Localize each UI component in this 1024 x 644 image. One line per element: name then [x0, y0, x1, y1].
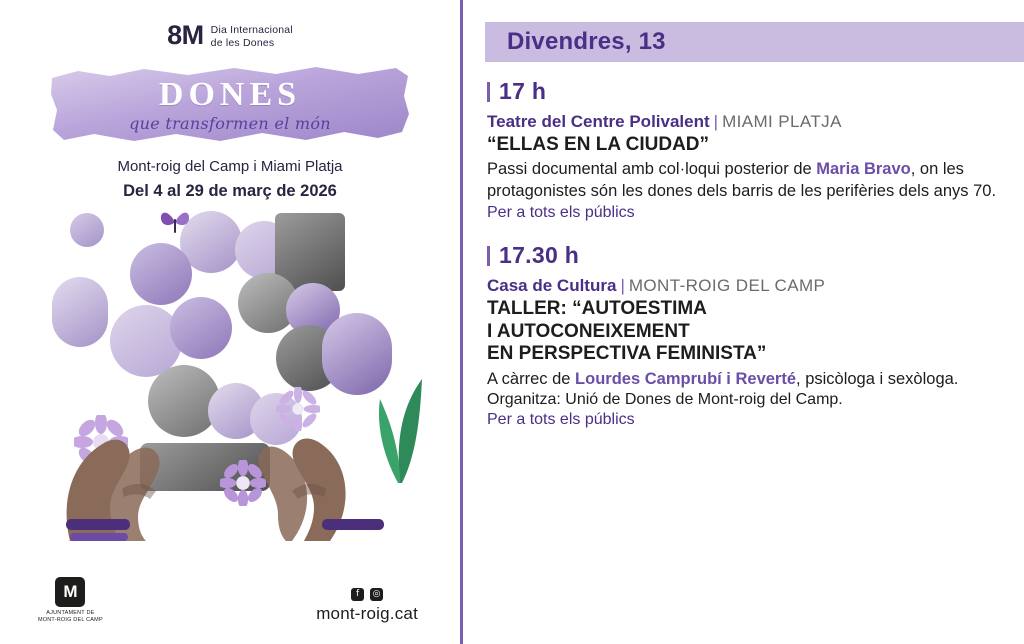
- poster-panel: [0, 0, 460, 644]
- ajuntament-name: [38, 610, 103, 624]
- event-venue: Teatre del Centre Polivalent: [487, 112, 710, 131]
- day-label: Divendres, 13: [507, 28, 666, 55]
- program-panel: [463, 0, 1024, 644]
- website-url[interactable]: mont-roig.cat: [316, 604, 418, 623]
- ajuntament-logo: [38, 577, 103, 624]
- event-venue: Casa de Cultura: [487, 276, 617, 296]
- event-desc-post: , psicòloga i sexòloga.: [796, 369, 959, 388]
- 8m-subtitle: [211, 22, 293, 50]
- event-title-line: “ELLAS EN LA CIUDAD”: [487, 134, 710, 155]
- event-description: [487, 369, 1006, 390]
- event-audience-note: Per a tots els públics: [487, 410, 635, 428]
- event-title-line: EN PERSPECTIVA FEMINISTA”: [487, 343, 767, 365]
- event-venue-row: [487, 112, 1006, 132]
- event-audience-note: Per a tots els públics: [487, 204, 635, 222]
- collage-photo: [70, 213, 104, 247]
- facebook-icon[interactable]: f: [351, 588, 364, 601]
- instagram-icon[interactable]: ◎: [370, 588, 383, 601]
- 8m-subtitle-line2: de les Dones: [210, 37, 275, 50]
- event-item: [487, 78, 1006, 222]
- 8m-label: 8M: [167, 20, 204, 50]
- event-desc-highlight: Maria Bravo: [816, 160, 911, 179]
- event-desc-post: , on les protagonistes són les dones dels barris de les perifèries dels anys 70.: [487, 160, 997, 200]
- day-header: [485, 22, 1024, 62]
- event-desc-pre: A càrrec de: [487, 369, 576, 388]
- website-block: [316, 588, 418, 624]
- event-description: [487, 159, 1006, 202]
- ajuntament-mark-icon: M: [55, 577, 85, 607]
- time-tick-icon: [487, 246, 490, 266]
- hands-illustration: [30, 351, 430, 541]
- event-item: [487, 242, 1006, 429]
- ajuntament-line1: AJUNTAMENT DE: [46, 609, 95, 616]
- collage-photo: [170, 297, 232, 359]
- ajuntament-line2: MONT-ROIG DEL CAMP: [38, 616, 103, 623]
- event-title-line: TALLER: “AUTOESTIMA: [487, 298, 707, 320]
- event-desc-highlight: Lourdes Camprubí i Reverté: [575, 369, 797, 388]
- event-town: MIAMI PLATJA: [722, 112, 842, 131]
- poster-footer: [0, 572, 460, 630]
- event-venue-row: [487, 276, 1006, 296]
- butterfly-icon: [158, 207, 192, 237]
- venue-separator: |: [620, 276, 625, 296]
- collage-photo: [52, 277, 108, 347]
- poster-dates: Del 4 al 29 de març de 2026: [123, 182, 337, 200]
- event-time: 17 h: [499, 78, 547, 104]
- social-icons: [316, 588, 418, 601]
- 8m-subtitle-line1: Dia Internacional: [210, 24, 293, 36]
- event-title-line: I AUTOCONEIXEMENT: [487, 320, 690, 342]
- events-list: [487, 78, 1006, 429]
- poster-subtitle: que transformen el món: [129, 113, 331, 133]
- photo-collage: [30, 205, 430, 535]
- title-banner: [48, 62, 412, 148]
- poster-title: DONES: [158, 75, 302, 113]
- event-town: MONT-ROIG DEL CAMP: [628, 276, 826, 296]
- time-tick-icon: [487, 82, 490, 102]
- event-time: 17.30 h: [499, 242, 580, 269]
- event-desc-pre: Passi documental amb col·loqui posterior de: [487, 160, 817, 179]
- event-organizer: Organitza: Unió de Dones de Mont-roig del Camp.: [487, 390, 843, 408]
- poster-place: Mont-roig del Camp i Miami Platja: [117, 158, 343, 175]
- collage-photo: [130, 243, 192, 305]
- event-title: [487, 134, 1006, 156]
- event-time-row: [487, 242, 1006, 269]
- event-time-row: [487, 78, 1006, 105]
- event-title: [487, 298, 1006, 365]
- venue-separator: |: [713, 112, 719, 131]
- 8m-header: [0, 22, 460, 50]
